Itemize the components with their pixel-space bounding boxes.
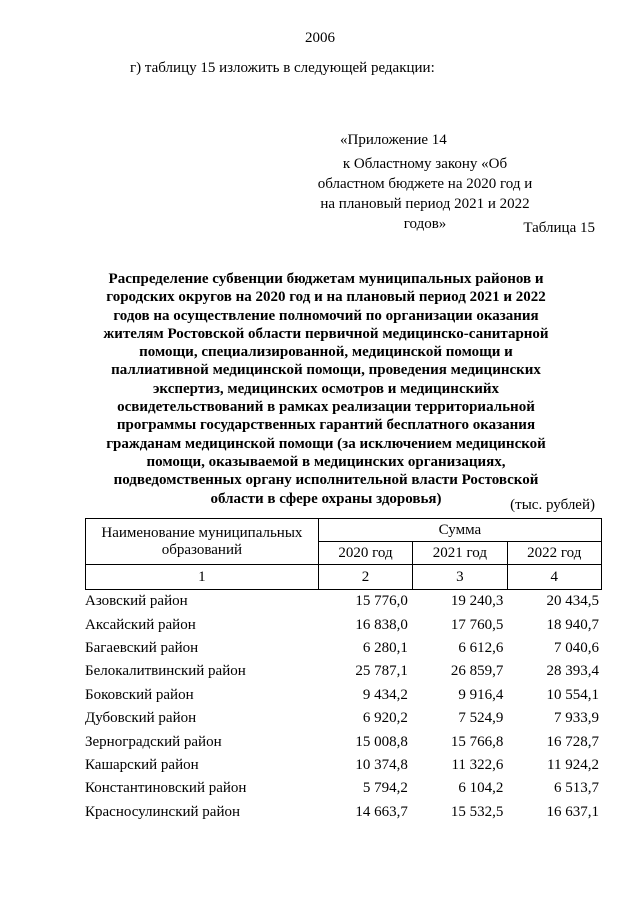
row-name: Боковский район: [85, 686, 194, 703]
value-2020: 5 794,2: [362, 780, 408, 797]
row-name: Белокалитвинский район: [85, 663, 246, 680]
table-row: [85, 660, 602, 683]
table-row: [85, 707, 602, 730]
table-header: [85, 518, 602, 590]
value-2021: 17 760,5: [450, 616, 504, 633]
value-2021: 19 240,3: [450, 593, 504, 610]
row-name: Дубовский район: [85, 710, 197, 727]
row-name: Зерноградский район: [85, 733, 222, 750]
appendix-reference: к Областному закону «Об областном бюджете на 2020 год и на плановый период 2021 и 2022 годов»: [317, 156, 533, 232]
row-name: Азовский район: [85, 593, 188, 610]
table-row: [85, 777, 602, 800]
column-number: 3: [413, 565, 507, 590]
row-name: Константиновский район: [85, 780, 247, 797]
table-row: [85, 684, 602, 707]
value-2022: 16 728,7: [546, 733, 599, 750]
header-year-2022: 2022 год: [507, 542, 601, 565]
header-sum: Сумма: [318, 519, 601, 542]
appendix-block: [280, 130, 540, 234]
value-2020: 25 787,1: [355, 663, 408, 680]
value-2021: 15 766,8: [450, 733, 504, 750]
value-2022: 7 040,6: [554, 639, 599, 656]
value-2021: 6 104,2: [458, 780, 504, 797]
table-row: [85, 613, 602, 636]
page-number: 2006: [305, 30, 335, 46]
value-2021: 9 916,4: [458, 686, 504, 703]
value-2020: 14 663,7: [355, 803, 408, 820]
table-row: [85, 730, 602, 753]
row-name: Красносулинский район: [85, 803, 241, 820]
value-2021: 26 859,7: [450, 663, 504, 680]
header-year-2020: 2020 год: [318, 542, 412, 565]
intro-text: г) таблицу 15 изложить в следующей редакции:: [130, 60, 435, 76]
value-2021: 15 532,5: [450, 803, 504, 820]
value-2022: 6 513,7: [554, 780, 599, 797]
value-2021: 11 322,6: [451, 756, 504, 773]
value-2022: 11 924,2: [547, 756, 599, 773]
table-row: [85, 637, 602, 660]
row-name: Багаевский район: [85, 639, 199, 656]
value-2020: 15 008,8: [355, 733, 408, 750]
row-name: Аксайский район: [85, 616, 196, 633]
table-label: Таблица 15: [523, 220, 595, 236]
column-number: 1: [86, 565, 319, 590]
value-2022: 16 637,1: [546, 803, 599, 820]
table-row: [85, 754, 602, 777]
value-2020: 10 374,8: [355, 756, 408, 773]
value-2020: 16 838,0: [355, 616, 408, 633]
appendix-title: «Приложение 14: [340, 132, 447, 148]
value-2021: 6 612,6: [458, 639, 504, 656]
value-2022: 10 554,1: [546, 686, 599, 703]
document-heading: Распределение субвенции бюджетам муниципальных районов и городских округов на 2020 год и на плановый период 2021 и 2022 годов на осуществление полномочий по организации оказания жителям Ростовской области первичной медицинско-санитарной помощи, специализированной, медицинской помощи и паллиативной медицинской помощи, проведения медицинских экспертиз, медицинских осмотров и медицинскийх освидетельствований в рамках реализации территориальной программы государственных гарантий бесплатного оказания гражданам медицинской помощи (за исключением медицинской помощи, оказываемой в медицинских организациях, подведомственных органу исполнительной власти Ростовской области в сфере охраны здоровья): [103, 271, 549, 507]
value-2022: 18 940,7: [546, 616, 599, 633]
value-2020: 6 920,2: [362, 710, 408, 727]
column-number: 4: [507, 565, 601, 590]
row-name: Кашарский район: [85, 756, 199, 773]
value-2020: 6 280,1: [362, 639, 408, 656]
value-2021: 7 524,9: [458, 710, 504, 727]
table-row: [85, 801, 602, 824]
value-2020: 15 776,0: [355, 593, 408, 610]
value-2020: 9 434,2: [362, 686, 408, 703]
header-municipality: Наименование муниципальных образований: [86, 519, 319, 565]
units-label: (тыс. рублей): [510, 497, 595, 513]
data-table: [85, 590, 602, 824]
column-number: 2: [318, 565, 412, 590]
value-2022: 20 434,5: [546, 593, 599, 610]
table-row: [85, 590, 602, 613]
value-2022: 7 933,9: [554, 710, 599, 727]
header-year-2021: 2021 год: [413, 542, 507, 565]
value-2022: 28 393,4: [546, 663, 599, 680]
